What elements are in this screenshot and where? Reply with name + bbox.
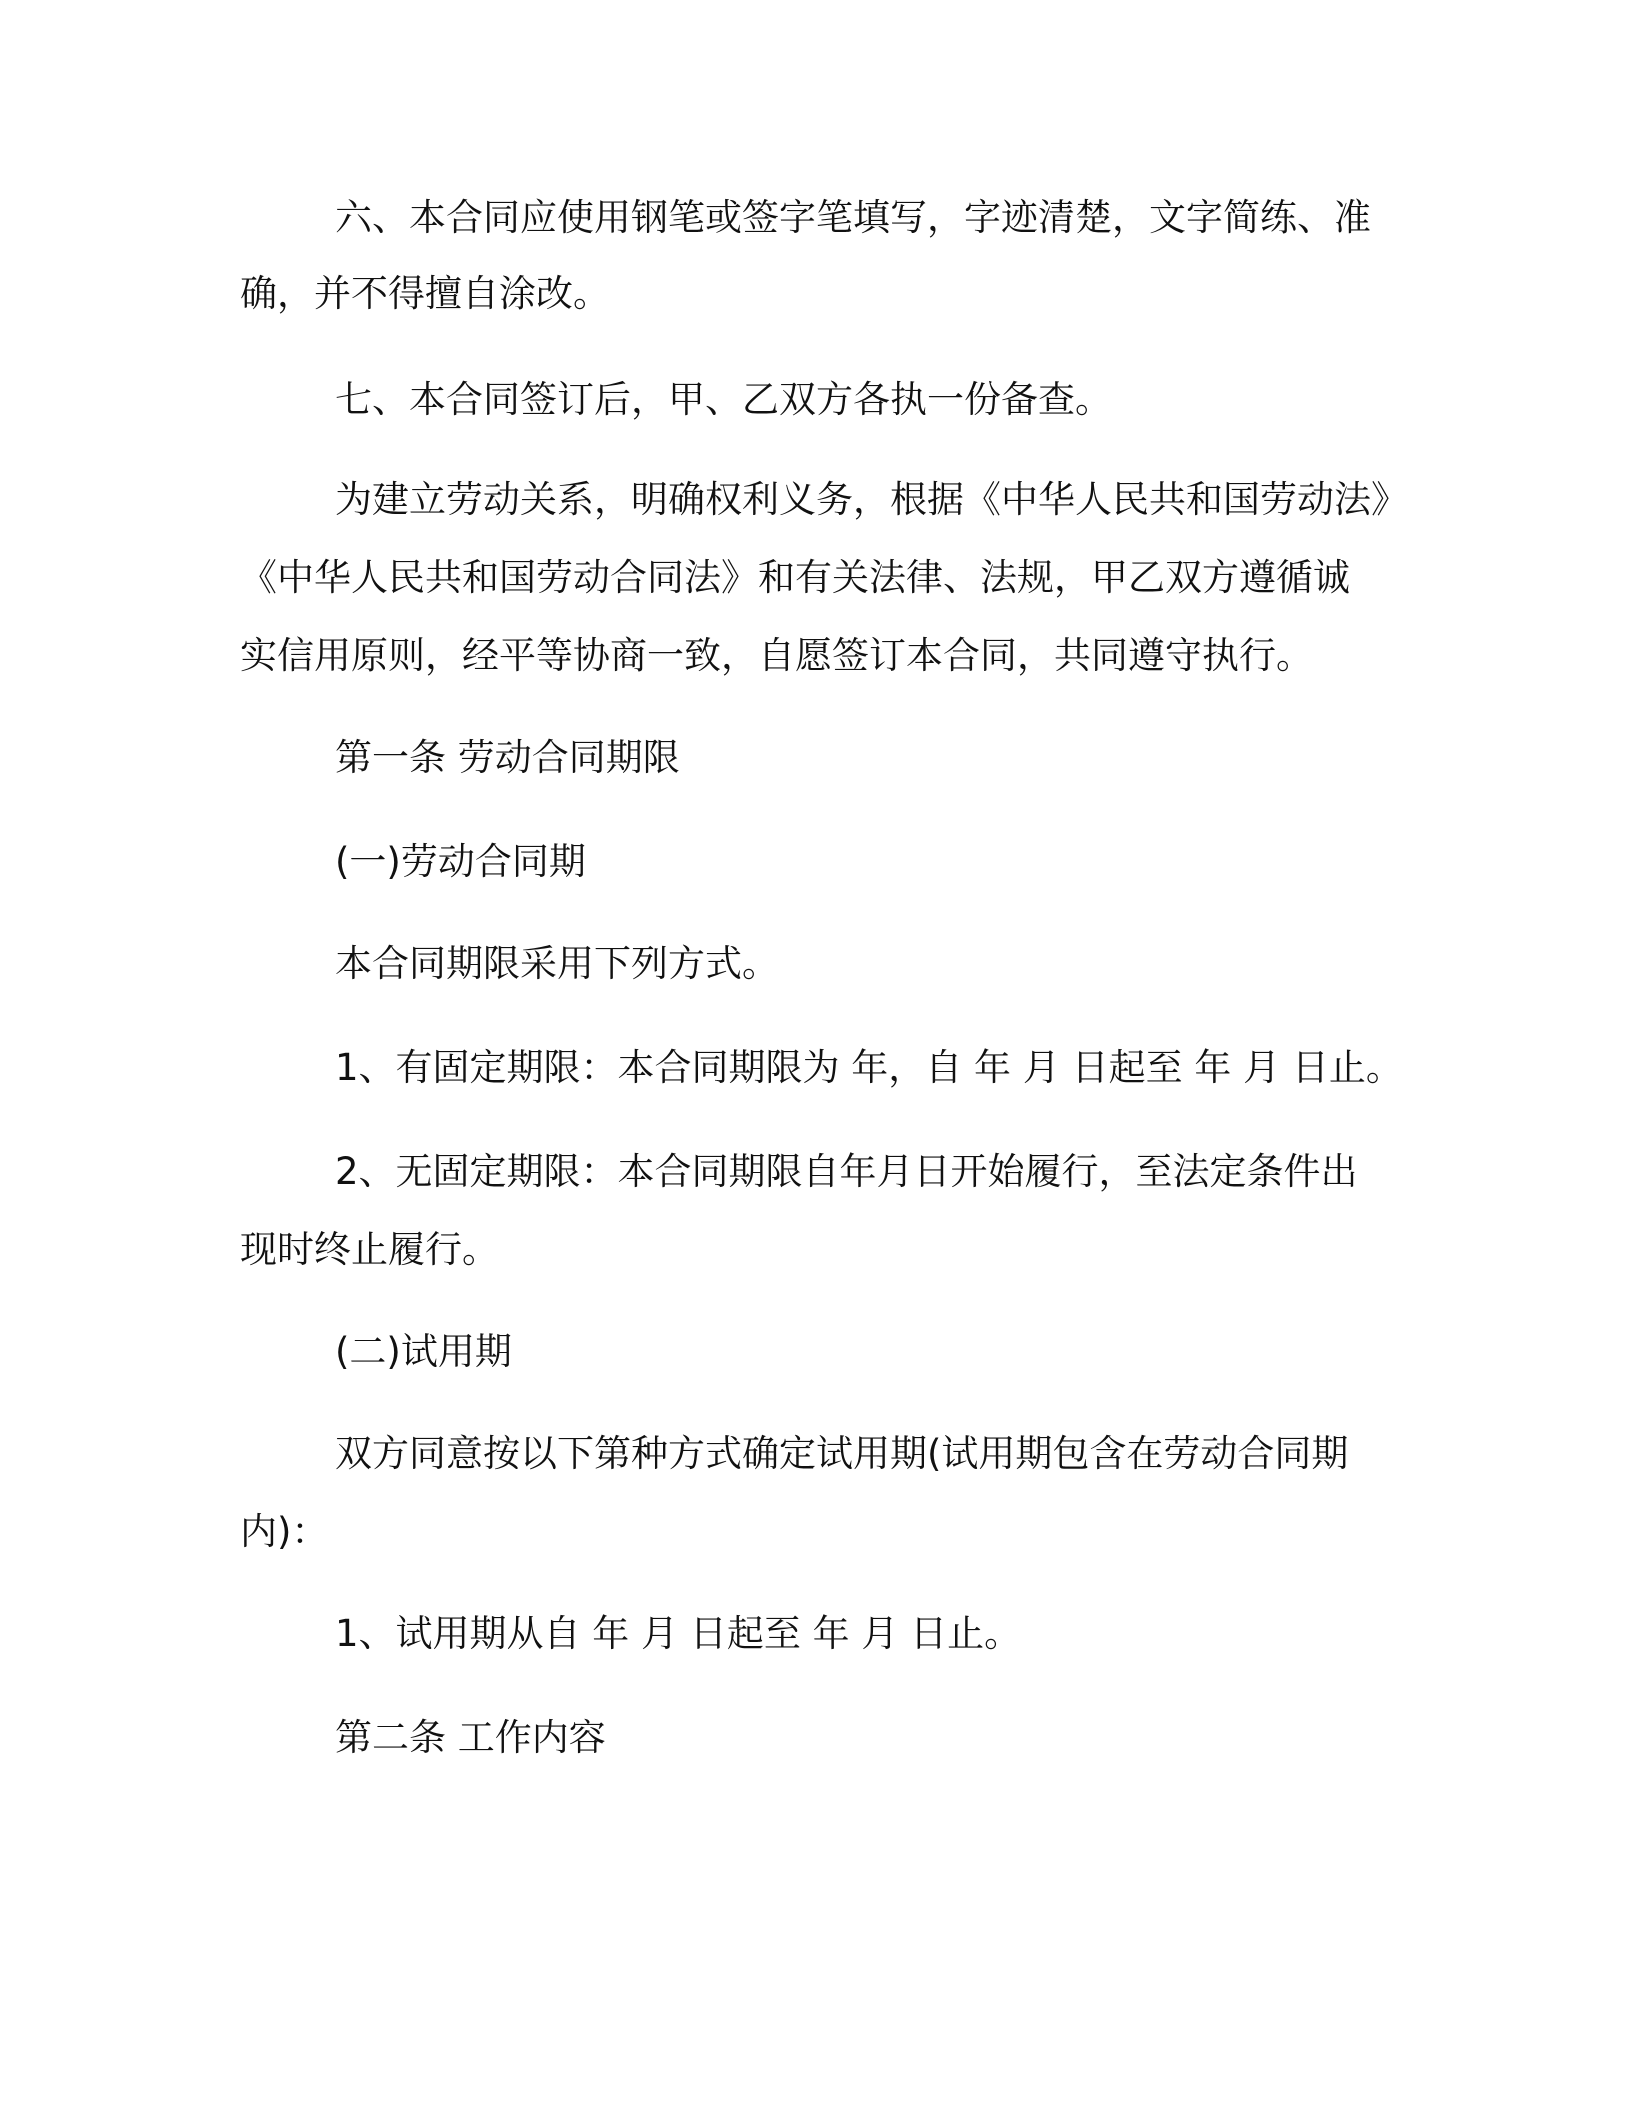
preamble-line-1: 为建立劳动关系，明确权利义务，根据《中华人民共和国劳动法》 bbox=[335, 478, 1408, 521]
article-one-heading: 第一条 劳动合同期限 bbox=[335, 736, 680, 779]
probation-method-line-2: 内)： bbox=[240, 1510, 329, 1553]
open-term-clause-line-2: 现时终止履行。 bbox=[240, 1228, 499, 1271]
probation-period-clause: 1、试用期从自 年 月 日起至 年 月 日止。 bbox=[335, 1612, 1022, 1655]
section-two-heading: (二)试用期 bbox=[335, 1330, 512, 1373]
open-term-clause-line-1: 2、无固定期限：本合同期限自年月日开始履行，至法定条件出 bbox=[335, 1150, 1358, 1193]
fixed-term-clause: 1、有固定期限：本合同期限为 年，自 年 月 日起至 年 月 日止。 bbox=[335, 1046, 1403, 1089]
term-method-text: 本合同期限采用下列方式。 bbox=[335, 942, 779, 985]
preamble-line-3: 实信用原则，经平等协商一致，自愿签订本合同，共同遵守执行。 bbox=[240, 634, 1313, 677]
preamble-line-2: 《中华人民共和国劳动合同法》和有关法律、法规，甲乙双方遵循诚 bbox=[240, 556, 1350, 599]
section-one-heading: (一)劳动合同期 bbox=[335, 840, 586, 883]
probation-method-line-1: 双方同意按以下第种方式确定试用期(试用期包含在劳动合同期 bbox=[335, 1432, 1349, 1475]
clause-seven: 七、本合同签订后，甲、乙双方各执一份备查。 bbox=[335, 378, 1112, 421]
article-two-heading: 第二条 工作内容 bbox=[335, 1716, 606, 1759]
clause-six-line-1: 六、本合同应使用钢笔或签字笔填写，字迹清楚，文字简练、准 bbox=[335, 196, 1371, 239]
clause-six-line-2: 确，并不得擅自涂改。 bbox=[240, 272, 610, 315]
